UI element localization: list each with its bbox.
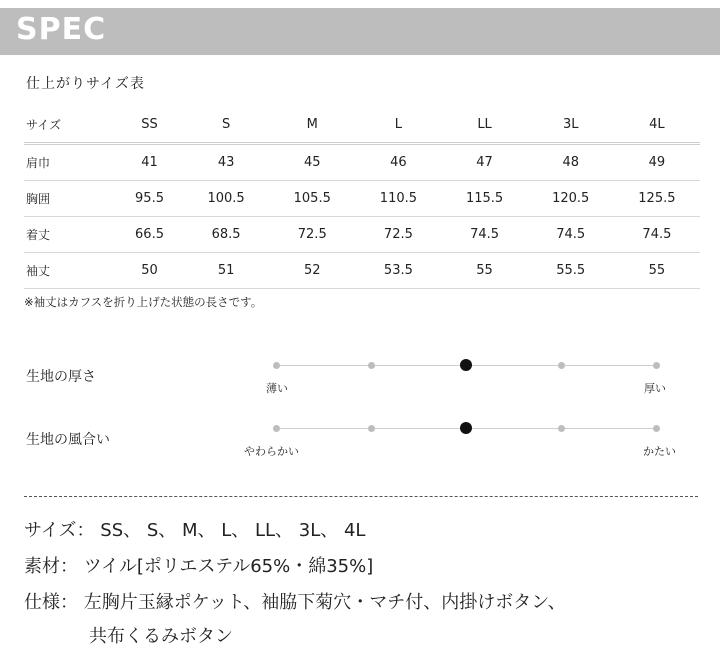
scale-marker — [273, 362, 280, 369]
table-row — [24, 217, 700, 253]
table-cell: 55 — [614, 253, 700, 289]
table-cell: 49 — [614, 144, 700, 181]
spec-info-line2: 共布くるみボタン — [89, 626, 233, 647]
column-header: SS — [116, 107, 183, 144]
size-info: サイズ： SS、 S、 M、 L、 LL、 3L、 4L — [24, 520, 366, 541]
material-info: 素材： ツイル[ポリエステル65%・綿35%] — [24, 556, 374, 577]
table-cell: 100.5 — [183, 181, 269, 217]
table-cell: 46 — [355, 144, 441, 181]
texture-min-label: やわらかい — [244, 445, 299, 458]
texture-max-label: かたい — [643, 445, 676, 458]
table-cell: 72.5 — [355, 217, 441, 253]
table-row — [24, 144, 700, 181]
scale-marker — [558, 362, 565, 369]
table-cell: 74.5 — [441, 217, 527, 253]
size-table-title: 仕上がりサイズ表 — [26, 76, 145, 92]
row-label: 着丈 — [24, 217, 116, 253]
table-cell: 55 — [441, 253, 527, 289]
column-header: LL — [441, 107, 527, 144]
scale-marker — [368, 425, 375, 432]
table-cell: 120.5 — [528, 181, 614, 217]
column-header: M — [269, 107, 355, 144]
column-header: 4L — [614, 107, 700, 144]
row-label: 胸囲 — [24, 181, 116, 217]
size-table — [24, 107, 700, 289]
table-cell: 74.5 — [614, 217, 700, 253]
thickness-max-label: 厚い — [644, 382, 666, 395]
spec-title: SPEC — [16, 12, 107, 47]
table-cell: 72.5 — [269, 217, 355, 253]
table-cell: 74.5 — [528, 217, 614, 253]
table-row — [24, 253, 700, 289]
scale-marker — [558, 425, 565, 432]
column-header: 3L — [528, 107, 614, 144]
scale-marker-active — [460, 422, 472, 434]
table-cell: 53.5 — [355, 253, 441, 289]
thickness-min-label: 薄い — [266, 382, 288, 395]
table-cell: 68.5 — [183, 217, 269, 253]
table-cell: 115.5 — [441, 181, 527, 217]
table-cell: 41 — [116, 144, 183, 181]
table-cell: 95.5 — [116, 181, 183, 217]
table-cell: 110.5 — [355, 181, 441, 217]
scale-marker — [273, 425, 280, 432]
texture-label: 生地の風合い — [26, 432, 110, 448]
column-header: サイズ — [24, 107, 116, 144]
table-cell: 50 — [116, 253, 183, 289]
scale-marker — [653, 425, 660, 432]
scale-marker — [368, 362, 375, 369]
dashed-divider — [24, 496, 698, 497]
sleeve-note: ※袖丈はカフスを折り上げた状態の長さです。 — [24, 295, 263, 309]
spec-header — [0, 8, 720, 55]
table-cell: 52 — [269, 253, 355, 289]
spec-info-line1: 仕様： 左胸片玉縁ポケット、袖脇下菊穴・マチ付、内掛けボタン、 — [24, 592, 566, 613]
table-cell: 43 — [183, 144, 269, 181]
column-header: S — [183, 107, 269, 144]
column-header: L — [355, 107, 441, 144]
scale-marker — [653, 362, 660, 369]
thickness-label: 生地の厚さ — [26, 369, 96, 385]
table-cell: 51 — [183, 253, 269, 289]
table-cell: 66.5 — [116, 217, 183, 253]
table-cell: 105.5 — [269, 181, 355, 217]
row-label: 肩巾 — [24, 144, 116, 181]
thickness-scale — [266, 359, 666, 399]
table-row — [24, 181, 700, 217]
table-cell: 55.5 — [528, 253, 614, 289]
table-cell: 125.5 — [614, 181, 700, 217]
size-table-header-row — [24, 107, 700, 144]
row-label: 袖丈 — [24, 253, 116, 289]
scale-marker-active — [460, 359, 472, 371]
table-cell: 47 — [441, 144, 527, 181]
table-cell: 48 — [528, 144, 614, 181]
table-cell: 45 — [269, 144, 355, 181]
texture-scale — [244, 422, 676, 462]
